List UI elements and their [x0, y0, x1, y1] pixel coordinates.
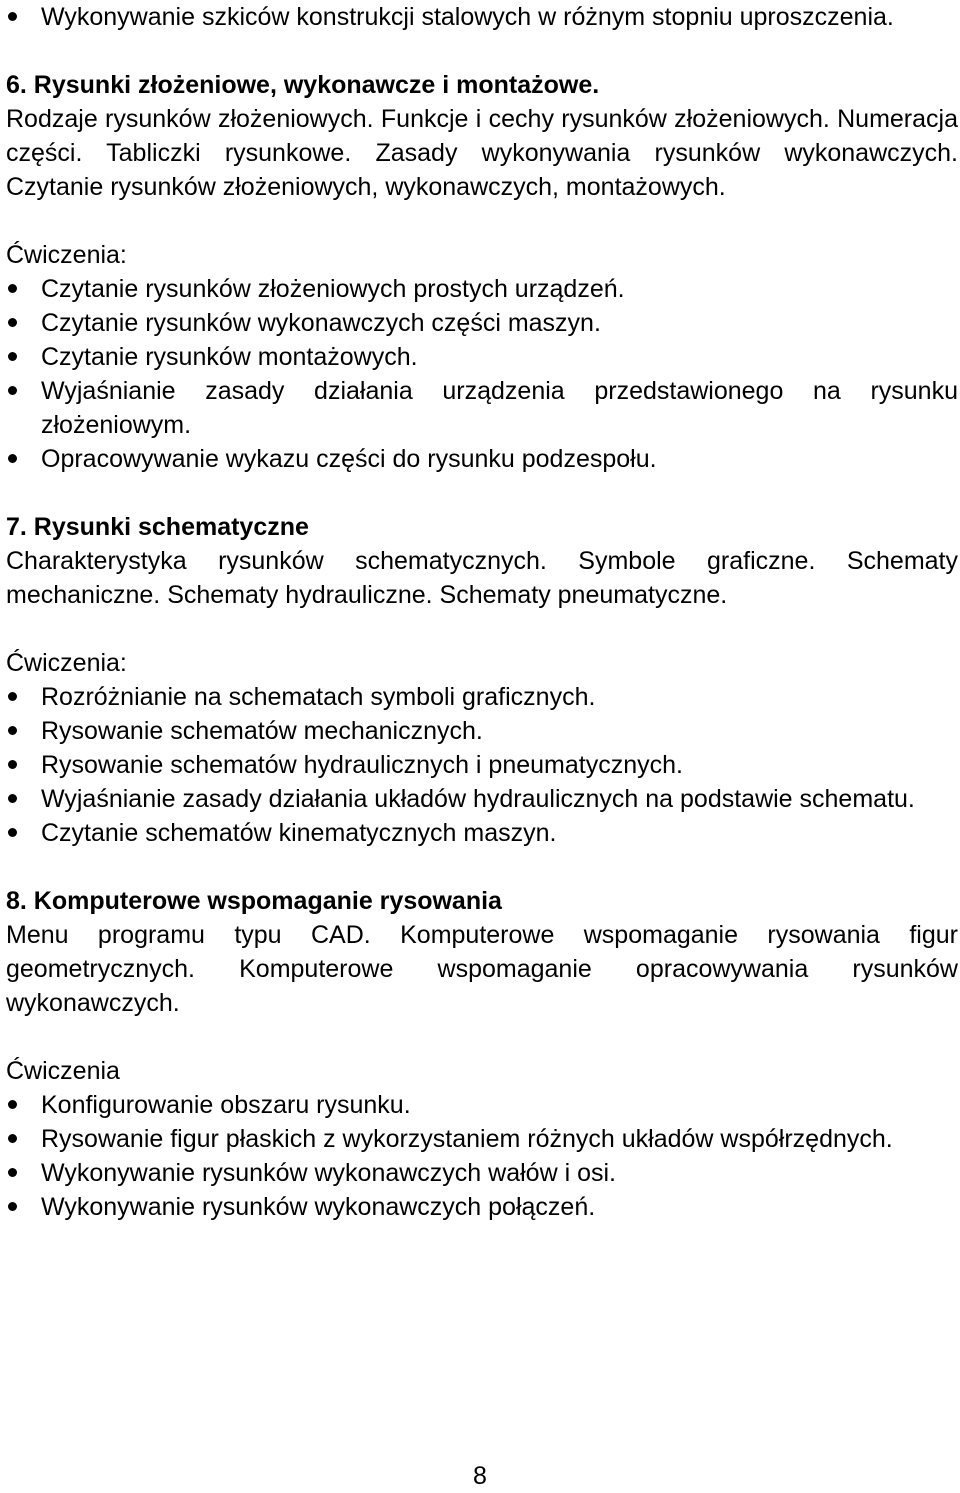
- list-item: [6, 680, 958, 714]
- spacer: [6, 612, 958, 646]
- section-heading: 6. Rysunki złożeniowe, wykonawcze i montażowe.: [6, 71, 600, 99]
- list-item: [6, 1122, 958, 1156]
- section-6: [6, 68, 958, 476]
- list-item-text: Rozróżnianie na schematach symboli graficznych.: [41, 683, 596, 711]
- list-item: [6, 816, 958, 850]
- page-number: 8: [473, 1462, 487, 1490]
- list-item-text: Wykonywanie szkiców konstrukcji stalowych w różnym stopniu uproszczenia.: [41, 3, 894, 31]
- list-item-text: Wykonywanie rysunków wykonawczych wałów i osi.: [41, 1159, 616, 1187]
- section-intro: Charakterystyka rysunków schematycznych. Symbole graficzne. Schematy mechaniczne. Schematy hydrauliczne. Schematy pneumatyczne.: [6, 547, 958, 609]
- list-item: [6, 1156, 958, 1190]
- list-item-text: Wyjaśnianie zasady działania urządzenia przedstawionego na rysunku złożeniowym.: [41, 377, 958, 439]
- section-intro: Menu programu typu CAD. Komputerowe wspomaganie rysowania figur geometrycznych. Komputerowe wspomaganie opracowywania rysunków wykonawczych.: [6, 921, 958, 1017]
- section-heading: 8. Komputerowe wspomaganie rysowania: [6, 887, 502, 915]
- list-item-text: Rysowanie figur płaskich z wykorzystaniem różnych układów współrzędnych.: [41, 1125, 893, 1153]
- list-item: [6, 1190, 958, 1224]
- list-item: [6, 442, 958, 476]
- list-item-text: Wyjaśnianie zasady działania układów hydraulicznych na podstawie schematu.: [41, 785, 915, 813]
- list-item-text: Czytanie rysunków złożeniowych prostych urządzeń.: [41, 275, 625, 303]
- document-page: [6, 0, 958, 1224]
- list-item: [6, 340, 958, 374]
- list-item: [6, 272, 958, 306]
- list-item-text: Czytanie rysunków montażowych.: [41, 343, 418, 371]
- spacer: [6, 850, 958, 884]
- list-item-text: Czytanie rysunków wykonawczych części maszyn.: [41, 309, 601, 337]
- exercises-label: Ćwiczenia:: [6, 649, 127, 677]
- exercises-label: Ćwiczenia:: [6, 241, 127, 269]
- list-item: [6, 714, 958, 748]
- list-item-text: Czytanie schematów kinematycznych maszyn.: [41, 819, 557, 847]
- list-item: [6, 374, 958, 442]
- list-item: [6, 1088, 958, 1122]
- spacer: [6, 476, 958, 510]
- section-8: [6, 884, 958, 1224]
- list-item-text: Rysowanie schematów hydraulicznych i pneumatycznych.: [41, 751, 683, 779]
- list-item-text: Opracowywanie wykazu części do rysunku podzespołu.: [41, 445, 657, 473]
- list-item: [6, 306, 958, 340]
- section-intro: Rodzaje rysunków złożeniowych. Funkcje i cechy rysunków złożeniowych. Numeracja części. Tabliczki rysunkowe. Zasady wykonywania rysunków wykonawczych. Czytanie rysunków złożeniowych, wykonawczych, montażowych.: [6, 105, 958, 201]
- spacer: [6, 204, 958, 238]
- list-item-text: Wykonywanie rysunków wykonawczych połączeń.: [41, 1193, 596, 1221]
- list-item-text: Rysowanie schematów mechanicznych.: [41, 717, 483, 745]
- list-item: [6, 782, 958, 816]
- exercises-label: Ćwiczenia: [6, 1057, 120, 1085]
- section-heading: 7. Rysunki schematyczne: [6, 513, 309, 541]
- spacer: [6, 34, 958, 68]
- section-7: [6, 510, 958, 850]
- spacer: [6, 1020, 958, 1054]
- list-item: [6, 748, 958, 782]
- list-item: [6, 0, 958, 34]
- list-item-text: Konfigurowanie obszaru rysunku.: [41, 1091, 411, 1119]
